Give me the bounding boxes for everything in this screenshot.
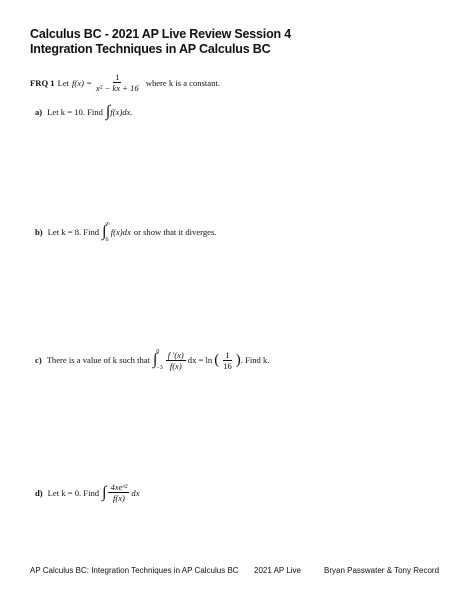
part-d-fraction-numerator: 4xeˣ² [110,482,128,492]
part-a [35,104,132,120]
part-d-integrand-fraction [108,482,129,503]
part-d-text: Let k = 0. Find [47,487,100,498]
part-d-label: d) [35,487,43,498]
part-c-equation: dx = ln [187,355,213,365]
part-d [35,482,140,503]
part-b-integrand: f(x)dx [110,227,131,237]
part-b-lower-limit: 6 [105,237,109,243]
part-c [35,349,269,371]
part-d-integral-sign: ∫ [102,483,107,501]
frq-fraction-denominator: x² − kx + 16 [95,83,139,93]
part-c-paren-open: ( [214,351,220,368]
part-c-ln-fraction [221,350,234,371]
frq-label: FRQ 1 [30,77,55,88]
part-b [35,221,216,243]
footer-center-text: 2021 AP Live [254,566,302,575]
document-title-line1: Calculus BC - 2021 AP Live Review Session 4 [30,27,291,41]
part-a-label: a) [35,107,43,117]
part-a-text: Let k = 10. Find [47,107,103,117]
part-b-upper-limit: ∞ [105,221,110,227]
footer-left-text: AP Calculus BC: Integration Techniques in AP Calculus BC [30,566,239,575]
frq-function-fraction [94,72,141,93]
part-b-integral-sign: ∫ [102,223,107,240]
part-c-integrand-fraction [166,350,186,371]
frq-fraction-numerator: 1 [115,72,120,82]
part-c-lower-limit: −3 [156,365,163,371]
part-d-fraction-denominator: f(x) [112,493,125,503]
part-c-fraction-denominator: f(x) [169,360,182,371]
part-b-text-after: or show that it diverges. [133,227,217,237]
part-d-integrand-dx: dx [131,487,140,498]
part-c-integral-sign: ∫ [153,351,158,368]
part-c-ln-denominator: 16 [223,360,232,371]
frq-intro-suffix: where k is a constant. [145,77,220,88]
part-c-text: There is a value of k such that [46,355,151,365]
part-c-ln-numerator: 1 [225,349,230,360]
frq-intro [30,72,220,93]
part-c-limits [156,349,162,371]
document-title-line2: Integration Techniques in AP Calculus BC [30,42,271,56]
part-c-upper-limit: 0 [156,349,160,355]
part-b-limits [105,221,109,243]
part-b-text: Let k = 8. Find [47,227,100,237]
part-c-text-after: . Find k. [240,355,270,365]
part-b-label: b) [35,227,43,237]
part-a-integral-sign: ∫ [105,103,111,120]
part-c-fraction-numerator: f ′(x) [167,349,184,360]
frq-function-name: f(x) = [72,77,92,88]
part-c-label: c) [35,355,42,365]
part-c-paren-close: ) [235,351,241,368]
frq-intro-prefix: Let [57,77,70,88]
part-a-integrand: f(x)dx. [110,107,133,117]
footer-right-text: Bryan Passwater & Tony Record [324,566,440,575]
